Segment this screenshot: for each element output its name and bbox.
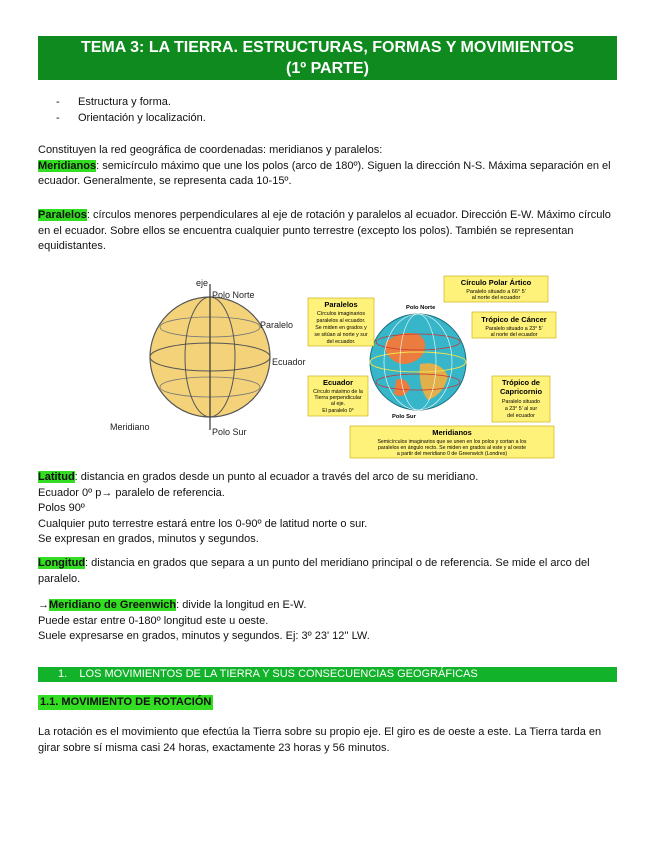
latitud-line: Polos 90º — [38, 502, 85, 514]
svg-text:a 23° 5' al sur: a 23° 5' al sur — [504, 406, 538, 412]
svg-text:del ecuador.: del ecuador. — [326, 339, 356, 345]
label-ecuador-box: Ecuador — [322, 378, 354, 387]
globes-figure — [100, 272, 560, 462]
label-polo-norte: Polo Norte — [212, 290, 255, 300]
svg-text:paralelos al ecuador.: paralelos al ecuador. — [316, 318, 366, 324]
svg-text:Paralelo situado a 23° 5': Paralelo situado a 23° 5' — [485, 326, 543, 332]
rotacion-paragraph: La rotación es el movimiento que efectúa la Tierra sobre su propio eje. El giro es de oeste a este. La Tierra tarda en girar sobre sí misma casi 24 horas, exactamente 23 horas y 56 minutos. — [38, 726, 602, 754]
svg-text:El paralelo 0°: El paralelo 0° — [322, 408, 354, 414]
svg-text:al norte del ecuador: al norte del ecuador — [471, 295, 521, 301]
label-polo-sur: Polo Sur — [212, 427, 247, 437]
label-polo-norte-right: Polo Norte — [406, 305, 436, 311]
longitud-term: Longitud — [38, 557, 86, 569]
svg-text:a partir del meridiano 0 de Gr: a partir del meridiano 0 de Greenwich (Londres) — [396, 451, 508, 457]
latitud-paragraph: Latitud: distancia en grados desde un punto al ecuador a través del arco de su meridiano. Ecuador 0º p→ paralelo de referencia. Polos 90º Cualquier puto terrestre estará entre los 0-90º de latitud norte o sur. Se expresan en grados, minutos y segundos. — [38, 470, 617, 548]
label-tropico-cancer: Trópico de Cáncer — [481, 315, 547, 324]
label-polo-sur-right: Polo Sur — [392, 414, 416, 420]
latitud-line: Se expresan en grados, minutos y segundos. — [38, 533, 259, 545]
label-tropico-capricornio: Trópico de — [502, 378, 540, 387]
meridianos-term: Meridianos — [38, 159, 97, 172]
label-paralelos-box: Paralelos — [324, 300, 358, 309]
paralelos-term: Paralelos — [38, 209, 87, 221]
greenwich-paragraph: →Meridiano de Greenwich: divide la longitud en E-W. Puede estar entre 0-180º longitud este u oeste. Suele expresarse en grados, minutos y segundos. Ej: 3º 23' 12'' LW. — [38, 598, 617, 645]
greenwich-term: Meridiano de Greenwich — [49, 599, 177, 611]
label-ecuador: Ecuador — [272, 357, 306, 367]
latitud-term: Latitud — [38, 471, 75, 483]
greenwich-line: Puede estar entre 0-180º longitud este u oeste. — [38, 614, 269, 627]
section-heading: 1. LOS MOVIMIENTOS DE LA TIERRA Y SUS CONSECUENCIAS GEOGRÁFICAS — [38, 667, 617, 682]
svg-text:al norte del ecuador: al norte del ecuador — [490, 332, 538, 338]
svg-text:al eje.: al eje. — [330, 401, 346, 407]
latitud-line: Cualquier puto terrestre estará entre los 0-90º de latitud norte o sur. — [38, 517, 368, 530]
paralelos-paragraph: Paralelos: círculos menores perpendiculares al eje de rotación y paralelos al ecuador. Dirección E-W. Máximo círculo en el ecuador. Sobre ellos se encuentra cualquier punto terrestre (excepto los polos). También se representan equidistantes. — [38, 209, 611, 252]
label-paralelo: Paralelo — [260, 320, 294, 330]
right-globe — [308, 276, 556, 458]
longitud-paragraph: Longitud: distancia en grados que separa a un punto del meridiano principal o de referencia. Se mide el arco del paralelo. — [38, 557, 590, 585]
svg-text:Círculos imaginarios: Círculos imaginarios — [317, 311, 365, 317]
topic-list — [56, 94, 206, 126]
page-title — [38, 36, 617, 80]
svg-text:se sitúan al norte y sur: se sitúan al norte y sur — [314, 332, 368, 338]
intro-text: Constituyen la red geográfica de coordenadas: meridianos y paralelos: — [38, 144, 383, 156]
label-eje: eje — [196, 278, 209, 288]
svg-text:Semicírculos imaginarios que s: Semicírculos imaginarios que se unen en los polos y cortan a los — [377, 439, 527, 445]
svg-text:Paralelo situado a 66° 5': Paralelo situado a 66° 5' — [466, 289, 526, 295]
latitud-line: Ecuador 0º p→ paralelo de referencia. — [38, 486, 225, 499]
label-meridiano: Meridiano — [110, 422, 150, 432]
svg-text:Se miden en grados y: Se miden en grados y — [315, 325, 367, 331]
svg-text:Capricornio: Capricornio — [499, 387, 543, 396]
svg-text:Tierra perpendicular: Tierra perpendicular — [314, 395, 362, 401]
list-item: - Estructura y forma. — [56, 96, 171, 108]
title-line-1: TEMA 3: LA TIERRA. ESTRUCTURAS, FORMAS Y MOVIMIENTOS — [80, 39, 575, 56]
label-meridianos-box: Meridianos — [432, 428, 472, 437]
list-item: - Orientación y localización. — [56, 112, 206, 124]
subsection-heading: 1.1. MOVIMIENTO DE ROTACIÓN — [40, 696, 212, 708]
label-circulo-polar: Círculo Polar Ártico — [460, 278, 532, 287]
title-line-2: (1º PARTE) — [286, 60, 369, 77]
greenwich-line: Suele expresarse en grados, minutos y segundos. Ej: 3º 23' 12'' LW. — [38, 630, 370, 642]
svg-text:Paralelo situado: Paralelo situado — [502, 399, 540, 405]
svg-text:paralelos en ángulo recto. Se: paralelos en ángulo recto. Se miden en grados al este y al oeste — [378, 445, 526, 451]
svg-text:del ecuador: del ecuador — [507, 413, 535, 419]
intro-paragraph — [38, 143, 617, 190]
left-globe — [110, 278, 306, 437]
arrow-glyph: → — [38, 599, 49, 611]
svg-text:Círculo máximo de la: Círculo máximo de la — [313, 389, 363, 395]
meridianos-paragraph: Meridianos: semicírculo máximo que une los polos (arco de 180º). Siguen la dirección N-S. Máxima separación en el ecuador. Generalmente, se representa cada 10-15º. — [38, 159, 611, 187]
